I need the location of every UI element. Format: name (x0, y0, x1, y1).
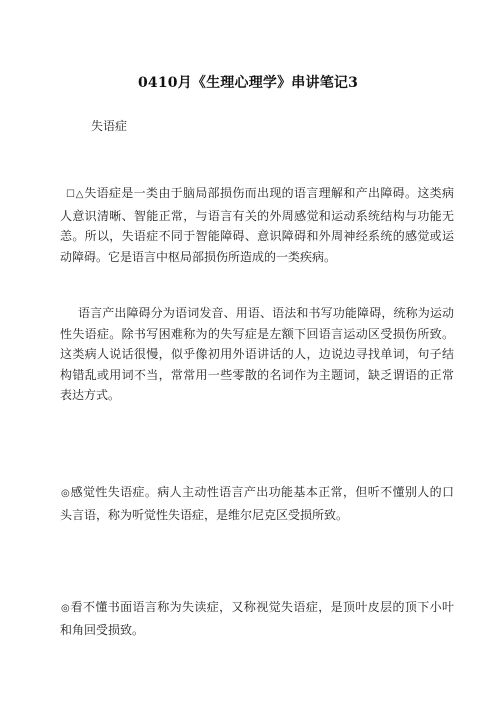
paragraph-sensory-aphasia (60, 482, 454, 525)
bullet-marker: ◎ (61, 488, 71, 499)
paragraph-text: 看不懂书面语言称为失读症，又称视觉失语症，是顶叶皮层的顶下小叶和角回受损致。 (60, 600, 454, 637)
paragraph-text: 感觉性失语症。病人主动性语言产出功能基本正常，但听不懂别人的口头言语，称为听觉性失语症，是维尔尼克区受损所致。 (60, 485, 454, 522)
document-title: 0410月《生理心理学》串讲笔记3 (137, 75, 359, 91)
paragraph-text: 语言产出障碍分为语词发音、用语、语法和书写功能障碍，统称为运动性失语症。除书写困难称为的失写症是左额下回语言运动区受损伤所致。这类病人说话很慢，似乎像初用外语讲话的人，边说边寻找单词，句子结构错乱或用词不当，常常用一些零散的名词作为主题词，缺乏谓语的正常表达方式。 (60, 306, 454, 402)
section-heading: 失语症 (91, 119, 128, 133)
paragraph-alexia (60, 597, 454, 640)
paragraph-text: 失语症是一类由于脑局部损伤而出现的语言理解和产出障碍。这类病人意识清晰、智能正常，与语言有关的外周感觉和运动系统结构与功能无恙。所以，失语症不同于智能障碍、意识障碍和外周神经系统的感觉或运动障碍。它是语言中枢局部损伤所造成的一类疾病。 (60, 186, 454, 264)
paragraph-aphasia-definition (60, 183, 454, 267)
bullet-marker: ☐△ (66, 189, 85, 200)
bullet-marker: ◎ (61, 603, 71, 614)
paragraph-motor-aphasia (60, 303, 454, 406)
